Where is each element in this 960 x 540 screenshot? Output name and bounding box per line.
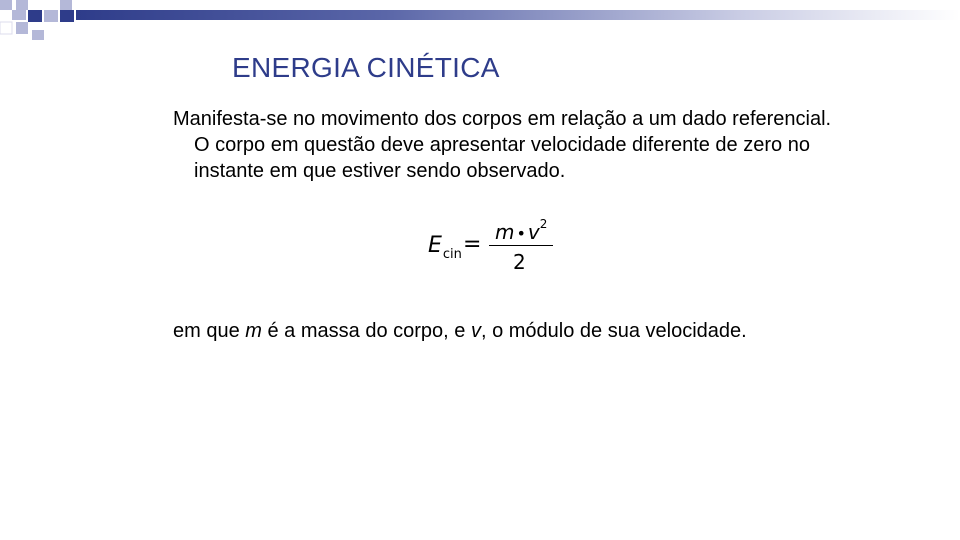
kinetic-energy-formula [426,218,566,278]
variables-text-2: é a massa do corpo, e [261,320,471,342]
deco-square [0,22,12,34]
slide-title: ENERGIA CINÉTICA [232,52,500,83]
formula-equals: = [463,232,482,257]
formula-velocity: v [527,220,540,244]
formula-mass: m [495,220,515,244]
definition-paragraph: Manifesta-se no movimento dos corpos em relação a um dado referencial. O corpo em questão deve apresentar velocidade diferente de zero no instante em que estiver sendo observado. [173,108,832,182]
formula-fraction-bar [489,245,553,246]
deco-square [16,0,28,10]
header-decoration [0,0,960,40]
deco-square [60,10,74,22]
deco-square [12,10,26,20]
deco-square [16,22,28,34]
deco-square [32,30,44,40]
formula-dot: • [516,224,526,243]
formula-exponent: 2 [539,217,548,232]
variable-v: v [470,320,481,342]
variables-text-3: , o módulo de sua velocidade. [480,320,747,342]
deco-square [0,0,12,10]
formula-lhs [428,233,462,262]
formula-energy-symbol: E [428,233,442,258]
variables-text-1: em que [173,320,246,342]
deco-square [28,10,42,22]
formula-subscript: cin [442,247,462,262]
deco-square [60,0,72,10]
formula-numerator [495,217,548,244]
deco-square [44,10,58,22]
formula-denominator: 2 [513,250,526,274]
header-gradient-band [76,10,960,20]
variables-paragraph [173,319,834,343]
variable-m: m [245,320,262,342]
